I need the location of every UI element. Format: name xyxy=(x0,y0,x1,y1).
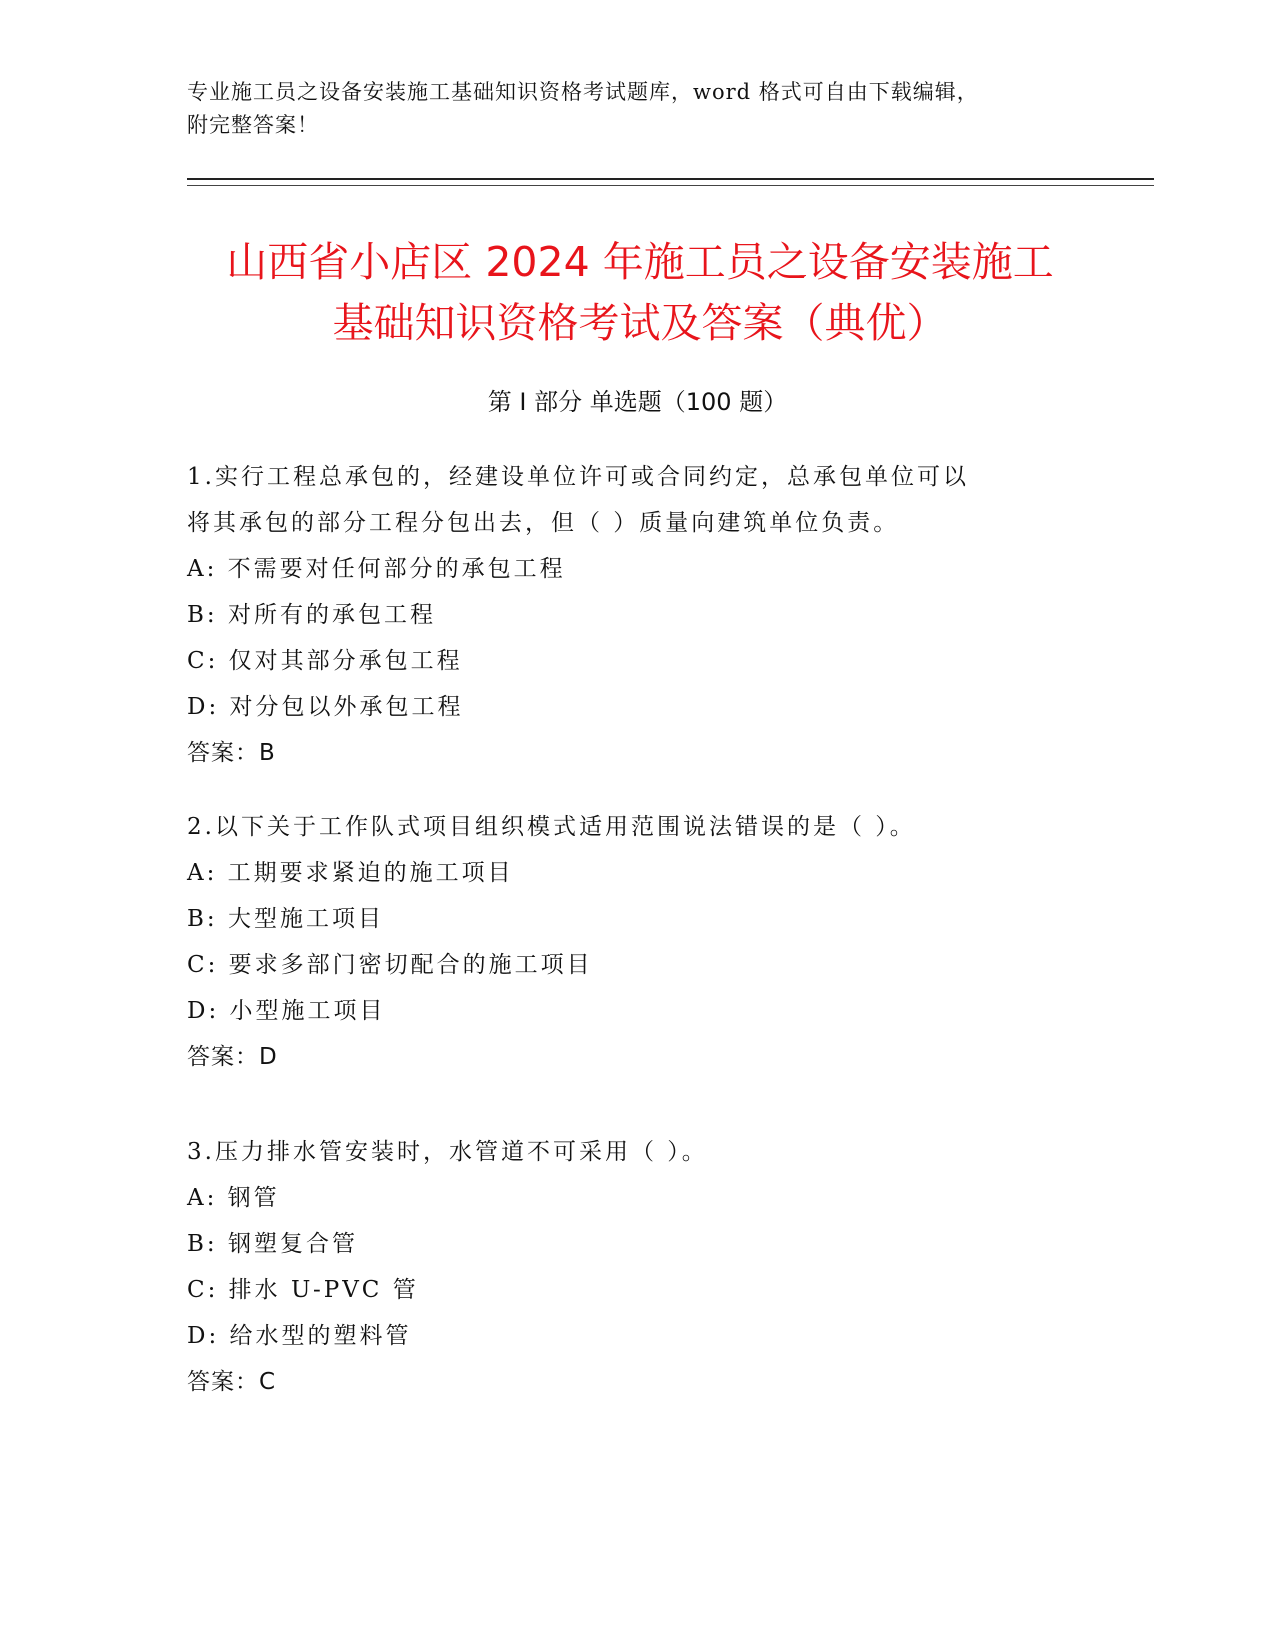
question-3-stem-line-1: 3.压力排水管安装时，水管道不可采用（ ）。 xyxy=(187,1139,708,1165)
header-note-line-1: 专业施工员之设备安装施工基础知识资格考试题库，word 格式可自由下载编辑， xyxy=(187,80,979,104)
document-header-note xyxy=(187,76,1087,142)
document-title xyxy=(180,232,1100,354)
question-1-stem-line-2: 将其承包的部分工程分包出去，但（ ）质量向建筑单位负责。 xyxy=(187,510,900,536)
question-3-option-b: B: 钢塑复合管 xyxy=(187,1231,358,1257)
question-2-option-c: C: 要求多部门密切配合的施工项目 xyxy=(187,952,593,978)
question-1-option-d: D: 对分包以外承包工程 xyxy=(187,694,464,720)
question-1-option-b: B: 对所有的承包工程 xyxy=(187,602,436,628)
question-3-option-a: A: 钢管 xyxy=(187,1185,280,1211)
question-3-option-c: C: 排水 U-PVC 管 xyxy=(187,1277,419,1303)
title-line-2: 基础知识资格考试及答案（典优） xyxy=(332,299,948,347)
question-1-answer: 答案：B xyxy=(187,740,276,766)
question-3 xyxy=(187,1129,1087,1405)
question-3-option-d: D: 给水型的塑料管 xyxy=(187,1323,412,1349)
question-2 xyxy=(187,804,1087,1080)
question-2-option-b: B: 大型施工项目 xyxy=(187,906,384,932)
question-1-option-c: C: 仅对其部分承包工程 xyxy=(187,648,463,674)
question-2-stem-line-1: 2.以下关于工作队式项目组织模式适用范围说法错误的是（ ）。 xyxy=(187,814,916,840)
question-2-option-a: A: 工期要求紧迫的施工项目 xyxy=(187,860,514,886)
header-divider-thick xyxy=(187,178,1154,180)
question-2-option-d: D: 小型施工项目 xyxy=(187,998,386,1024)
question-3-answer: 答案：C xyxy=(187,1369,277,1395)
question-1-option-a: A: 不需要对任何部分的承包工程 xyxy=(187,556,566,582)
header-note-line-2: 附完整答案！ xyxy=(187,113,319,137)
question-2-answer: 答案：D xyxy=(187,1044,278,1070)
header-divider-thin xyxy=(187,185,1154,186)
question-1 xyxy=(187,454,1087,776)
question-1-stem-line-1: 1.实行工程总承包的，经建设单位许可或合同约定，总承包单位可以 xyxy=(187,464,969,490)
title-line-1: 山西省小店区 2024 年施工员之设备安装施工 xyxy=(226,238,1054,286)
section-heading: 第 I 部分 单选题（100 题） xyxy=(487,388,788,416)
